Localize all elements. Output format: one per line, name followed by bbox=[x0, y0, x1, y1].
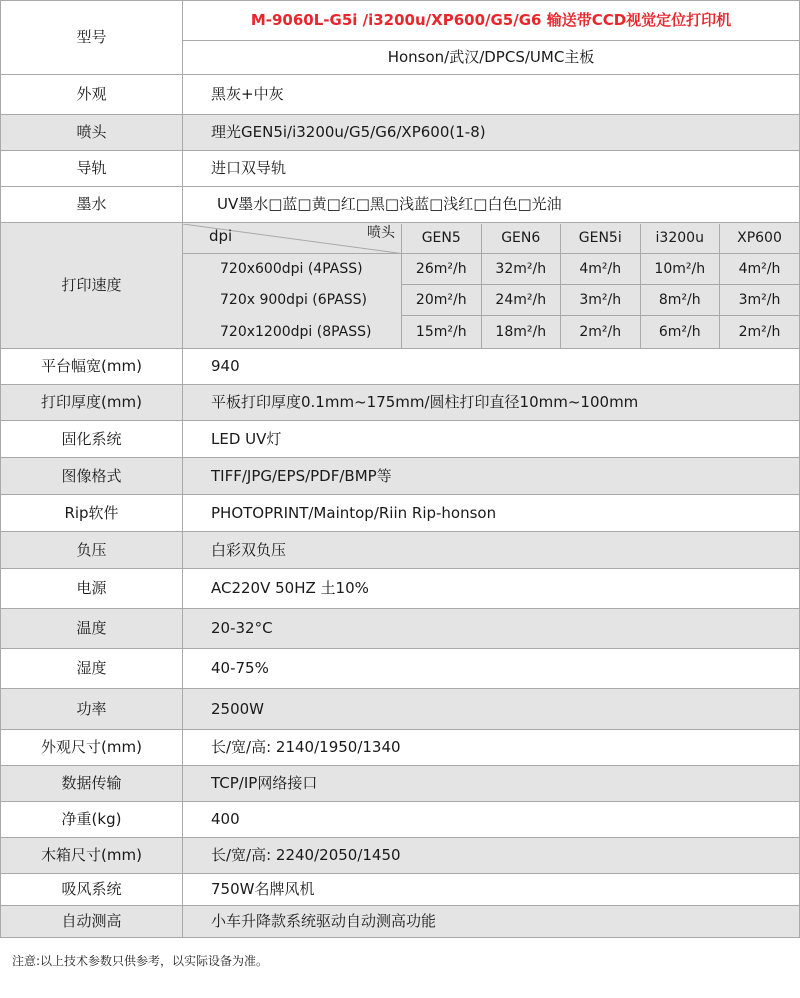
speed-value: 15m²/h bbox=[402, 316, 482, 348]
row-value: 750W名牌风机 bbox=[183, 874, 800, 906]
row-value: TCP/IP网络接口 bbox=[183, 766, 800, 802]
row-label: 吸风系统 bbox=[1, 874, 183, 906]
row-label: 净重(kg) bbox=[1, 802, 183, 838]
row-label: 湿度 bbox=[1, 649, 183, 689]
row-value: 2500W bbox=[183, 689, 800, 730]
mode-label: 720x600dpi (4PASS) bbox=[183, 254, 402, 285]
row-label: 木箱尺寸(mm) bbox=[1, 838, 183, 874]
spec-row bbox=[1, 115, 800, 151]
row-label: 外观尺寸(mm) bbox=[1, 730, 183, 766]
row-label: 导轨 bbox=[1, 151, 183, 187]
row-value: 进口双导轨 bbox=[183, 151, 800, 187]
spec-row bbox=[1, 838, 800, 874]
model-label: 型号 bbox=[1, 1, 183, 75]
speed-mode-row bbox=[183, 316, 799, 348]
row-value: 长/宽/高: 2140/1950/1340 bbox=[183, 730, 800, 766]
speed-row bbox=[1, 223, 800, 349]
row-label: Rip软件 bbox=[1, 495, 183, 532]
speed-value: 32m²/h bbox=[481, 254, 561, 285]
spec-row bbox=[1, 649, 800, 689]
speed-header-row bbox=[183, 224, 799, 254]
spec-row bbox=[1, 187, 800, 223]
row-label: 数据传输 bbox=[1, 766, 183, 802]
speed-value: 4m²/h bbox=[720, 254, 800, 285]
spec-row bbox=[1, 609, 800, 649]
speed-value: 10m²/h bbox=[640, 254, 720, 285]
spec-row bbox=[1, 730, 800, 766]
row-value: 940 bbox=[183, 349, 800, 385]
speed-value: 26m²/h bbox=[402, 254, 482, 285]
spec-row bbox=[1, 532, 800, 569]
speed-table bbox=[183, 224, 799, 348]
row-label: 功率 bbox=[1, 689, 183, 730]
row-value: 400 bbox=[183, 802, 800, 838]
row-value: 小车升降款系统驱动自动测高功能 bbox=[183, 906, 800, 938]
board-value: Honson/武汉/DPCS/UMC主板 bbox=[183, 41, 800, 75]
speed-mode-row bbox=[183, 285, 799, 316]
speed-value: 8m²/h bbox=[640, 285, 720, 316]
spec-row bbox=[1, 458, 800, 495]
speed-cell bbox=[183, 223, 800, 349]
speed-mode-row bbox=[183, 254, 799, 285]
row-value: 黑灰+中灰 bbox=[183, 75, 800, 115]
speed-value: 20m²/h bbox=[402, 285, 482, 316]
speed-value: 2m²/h bbox=[561, 316, 641, 348]
row-label: 负压 bbox=[1, 532, 183, 569]
spec-row bbox=[1, 75, 800, 115]
speed-value: 6m²/h bbox=[640, 316, 720, 348]
row-label: 喷头 bbox=[1, 115, 183, 151]
corner-head-label: 喷头 bbox=[367, 224, 395, 241]
row-label: 自动测高 bbox=[1, 906, 183, 938]
speed-label: 打印速度 bbox=[1, 223, 183, 349]
row-label: 温度 bbox=[1, 609, 183, 649]
row-value: 40-75% bbox=[183, 649, 800, 689]
spec-row bbox=[1, 421, 800, 458]
speed-value: 3m²/h bbox=[720, 285, 800, 316]
row-label: 墨水 bbox=[1, 187, 183, 223]
speed-value: 4m²/h bbox=[561, 254, 641, 285]
spec-row bbox=[1, 385, 800, 421]
head-name: i3200u bbox=[640, 224, 720, 254]
row-label: 图像格式 bbox=[1, 458, 183, 495]
row-value: 白彩双负压 bbox=[183, 532, 800, 569]
row-label: 打印厚度(mm) bbox=[1, 385, 183, 421]
speed-value: 2m²/h bbox=[720, 316, 800, 348]
spec-row bbox=[1, 906, 800, 938]
row-value: PHOTOPRINT/Maintop/Riin Rip-honson bbox=[183, 495, 800, 532]
head-name: GEN5 bbox=[402, 224, 482, 254]
head-name: XP600 bbox=[720, 224, 800, 254]
spec-row bbox=[1, 495, 800, 532]
speed-value: 3m²/h bbox=[561, 285, 641, 316]
row-value: AC220V 50HZ 土10% bbox=[183, 569, 800, 609]
mode-label: 720x1200dpi (8PASS) bbox=[183, 316, 402, 348]
row-value: UV墨水□蓝□黄□红□黑□浅蓝□浅红□白色□光油 bbox=[183, 187, 800, 223]
row-label: 外观 bbox=[1, 75, 183, 115]
row-label: 电源 bbox=[1, 569, 183, 609]
spec-row bbox=[1, 349, 800, 385]
speed-corner bbox=[183, 224, 402, 254]
model-title: M-9060L-G5i /i3200u/XP600/G5/G6 输送带CCD视觉定位打印机 bbox=[183, 1, 800, 41]
spec-row bbox=[1, 766, 800, 802]
spec-row bbox=[1, 689, 800, 730]
row-label: 固化系统 bbox=[1, 421, 183, 458]
spec-row bbox=[1, 802, 800, 838]
row-value: 长/宽/高: 2240/2050/1450 bbox=[183, 838, 800, 874]
row-value: LED UV灯 bbox=[183, 421, 800, 458]
speed-value: 18m²/h bbox=[481, 316, 561, 348]
model-row bbox=[1, 1, 800, 41]
spec-row bbox=[1, 569, 800, 609]
row-value: 20-32°C bbox=[183, 609, 800, 649]
row-label: 平台幅宽(mm) bbox=[1, 349, 183, 385]
mode-label: 720x 900dpi (6PASS) bbox=[183, 285, 402, 316]
spec-row bbox=[1, 151, 800, 187]
spec-row bbox=[1, 874, 800, 906]
corner-dpi-label: dpi bbox=[209, 226, 233, 245]
row-value: 理光GEN5i/i3200u/G5/G6/XP600(1-8) bbox=[183, 115, 800, 151]
speed-value: 24m²/h bbox=[481, 285, 561, 316]
head-name: GEN6 bbox=[481, 224, 561, 254]
row-value: 平板打印厚度0.1mm~175mm/圆柱打印直径10mm~100mm bbox=[183, 385, 800, 421]
footnote: 注意:以上技术参数只供参考，以实际设备为准。 bbox=[12, 954, 269, 968]
row-value: TIFF/JPG/EPS/PDF/BMP等 bbox=[183, 458, 800, 495]
head-name: GEN5i bbox=[561, 224, 641, 254]
